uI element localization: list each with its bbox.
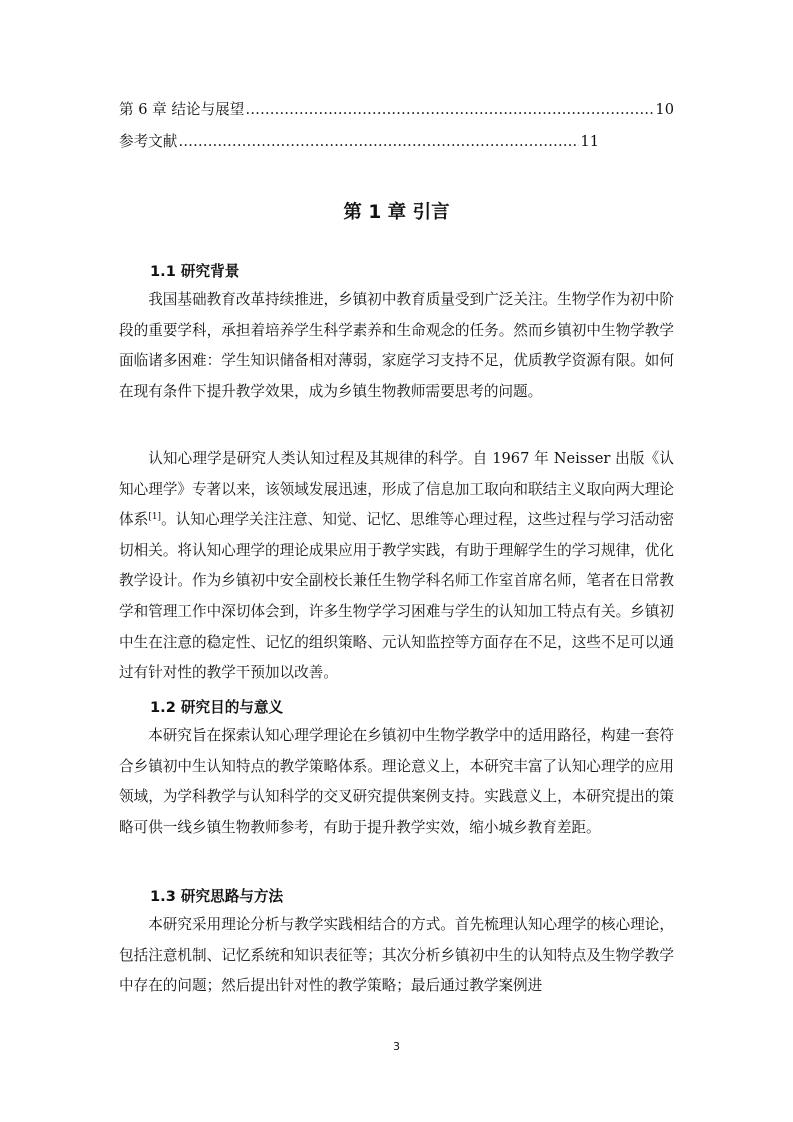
toc-entry-page: 10 xyxy=(655,101,674,118)
body-paragraph: 我国基础教育改革持续推进，乡镇初中教育质量受到广泛关注。生物学作为初中阶段的重要学科，承担着培养学生科学素养和生命观念的任务。然而乡镇初中生物学教学面临诸多困难：学生知识储备相对薄弱，家庭学习支持不足，优质教学资源有限。如何在现有条件下提升教学效果，成为乡镇生物教师需要思考的问题。 xyxy=(119,291,674,400)
paragraph-text: 。认知心理学关注注意、知觉、记忆、思维等心理过程，这些过程与学习活动密切相关。将认知心理学的理论成果应用于教学实践，有助于理解学生的学习规律，优化教学设计。作为乡镇初中安全副校长兼任生物学科名师工作室首席名师，笔者在日常教学和管理工作中深切体会到，许多生物学学习困难与学生的认知加工特点有关。乡镇初中生在注意的稳定性、记忆的组织策略、元认知监控等方面存在不足，这些不足可以通过有针对性的教学干预加以改善。 xyxy=(119,511,674,682)
body-paragraph: 本研究采用理论分析与教学实践相结合的方式。首先梳理认知心理学的核心理论，包括注意机制、记忆系统和知识表征等；其次分析乡镇初中生的认知特点及生物学教学中存在的问题；然后提出针对性的教学策略；最后通过教学案例进 xyxy=(119,916,674,995)
toc-entry-page: 11 xyxy=(580,133,599,150)
citation-marker[interactable]: [1] xyxy=(148,512,162,523)
toc-leader-dots xyxy=(245,100,654,120)
toc-entry-title: 第 6 章 结论与展望 xyxy=(119,101,245,118)
section-heading: 1.3 研究思路与方法 xyxy=(150,888,284,905)
section-heading: 1.1 研究背景 xyxy=(150,263,240,280)
toc-entry-title: 参考文献 xyxy=(119,133,178,150)
chapter-title: 第 1 章 引言 xyxy=(343,202,450,223)
paragraph-text: 认知心理学是研究人类认知过程及其规律的科学。自 1967 年 Neisser 出版《认知心理学》专著以来，该领域发展迅速，形成了信息加工取向和联结主义取向两大理论体系 xyxy=(119,450,674,529)
page-number: 3 xyxy=(393,1040,400,1053)
toc-entry[interactable] xyxy=(119,132,599,152)
toc-leader-dots xyxy=(178,132,579,152)
section-heading: 1.2 研究目的与意义 xyxy=(150,699,284,716)
body-paragraph xyxy=(119,444,674,689)
toc-entry[interactable] xyxy=(119,100,674,120)
body-paragraph: 本研究旨在探索认知心理学理论在乡镇初中生物学教学中的适用路径，构建一套符合乡镇初中生认知特点的教学策略体系。理论意义上，本研究丰富了认知心理学的应用领域，为学科教学与认知科学的交叉研究提供案例支持。实践意义上，本研究提出的策略可供一线乡镇生物教师参考，有助于提升教学实效，缩小城乡教育差距。 xyxy=(119,727,674,836)
